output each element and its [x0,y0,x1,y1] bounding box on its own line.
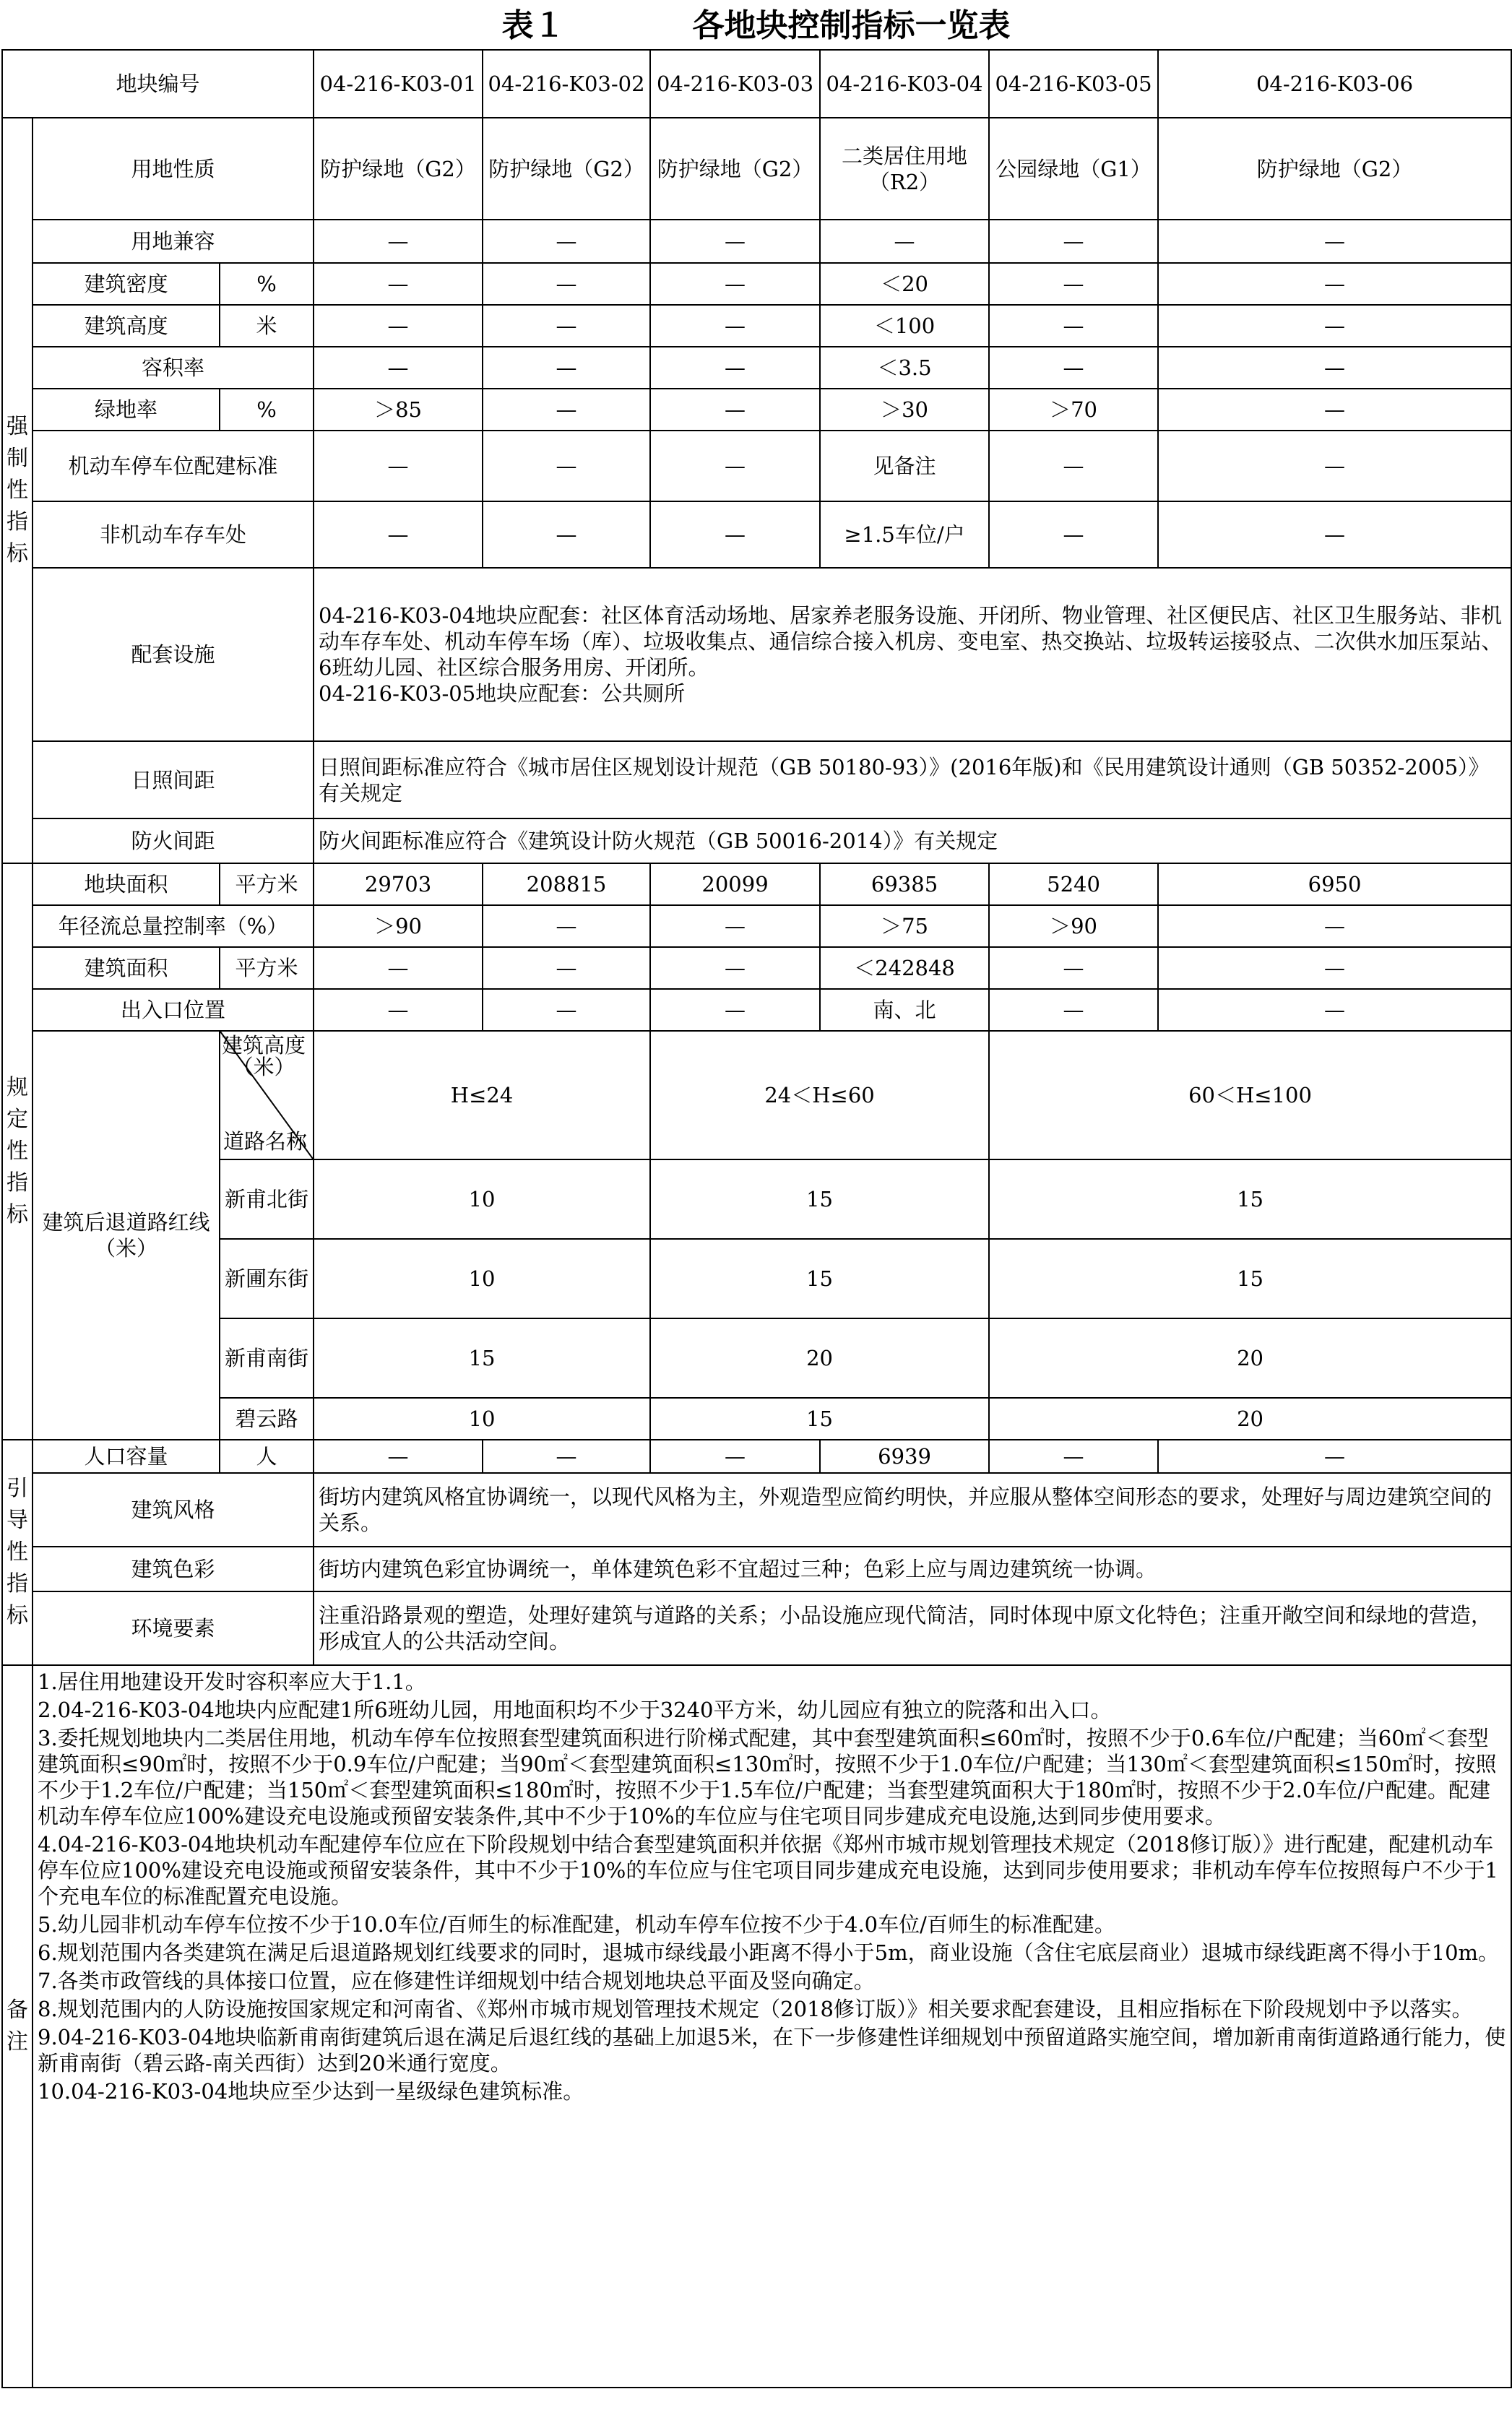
cell: 见备注 [820,431,989,501]
cell: 15 [650,1398,989,1440]
cell: — [650,905,820,947]
cell: — [483,220,650,263]
style-text: 街坊内建筑风格宜协调统一，以现代风格为主，外观造型应简约明快，并应服从整体空间形态的要求，处理好与周边建筑空间的关系。 [314,1473,1511,1547]
table-row [2,568,1511,741]
cell: ＞90 [989,905,1158,947]
note-item: 4.04-216-K03-04地块机动车配建停车位应在下阶段规划中结合套型建筑面积并依据《郑州市城市规划管理技术规定（2018修订版）》进行配建，配建机动车停车位应100%建设充电设施或预留安装条件，其中不少于10%的车位应与住宅项目同步建成充电设施，达到同步使用要求；非机动车停车位按照每户不少于1个充电车位的标准配置充电设施。 [38,1832,1498,1909]
table-row [2,431,1511,501]
note-item: 2.04-216-K03-04地块内应配建1所6班幼儿园，用地面积均不少于3240平方米，幼儿园应有独立的院落和出入口。 [38,1698,1112,1722]
cell: ＞85 [314,389,483,431]
cell: ＜20 [820,263,989,305]
height-band: H≤24 [314,1031,650,1159]
cell: 15 [650,1159,989,1239]
fire-text: 防火间距标准应符合《建筑设计防火规范（GB 50016-2014）》有关规定 [314,818,1511,863]
facilities-text: 04-216-K03-04地块应配套：社区体育活动场地、居家养老服务设施、开闭所、物业管理、社区便民店、社区卫生服务站、非机动车存车处、机动车停车场（库）、垃圾收集点、通信综合接入机房、变电室、热交换站、垃圾转运接驳点、二次供水加压泵站、6班幼儿园、社区综合服务用房、开闭所。 04-216-K03-05地块应配套：公共厕所 [314,568,1511,741]
cell: — [483,263,650,305]
table-row [2,1473,1511,1547]
parcel-id: 04-216-K03-03 [650,50,820,118]
note-item: 1.居住用地建设开发时容积率应大于1.1。 [38,1669,426,1694]
row-label: 用地性质 [33,118,314,220]
cell: ＜242848 [820,947,989,989]
row-label: 机动车停车位配建标准 [33,431,314,501]
cell: — [483,305,650,347]
cell: — [1158,220,1511,263]
cell: — [650,389,820,431]
cell: 29703 [314,863,483,905]
cell: ≥1.5车位/户 [820,501,989,568]
cell: — [1158,1440,1511,1473]
cell: 南、北 [820,989,989,1031]
cell: — [650,220,820,263]
cell: 6939 [820,1440,989,1473]
cell: — [1158,989,1511,1031]
note-item: 8.规划范围内的人防设施按国家规定和河南省、《郑州市城市规划管理技术规定（2018修订版）》相关要求配套建设，且相应指标在下阶段规划中予以落实。 [38,1997,1473,2021]
cell: 6950 [1158,863,1511,905]
note-item: 9.04-216-K03-04地块临新甫南街建筑后退在满足后退红线的基础上加退5米，在下一步修建性详细规划中预留道路实施空间，增加新甫南街道路通行能力，使新甫南街（碧云路-南关西街）达到20米通行宽度。 [38,2025,1506,2075]
cell: — [650,305,820,347]
note-item: 3.委托规划地块内二类居住用地，机动车停车位按照套型建筑面积进行阶梯式配建，其中套型建筑面积≤60㎡时，按照不少于0.6车位/户配建；当60㎡＜套型建筑面积≤90㎡时，按照不少于0.9车位/户配建；当90㎡＜套型建筑面积≤130㎡时，按照不少于1.0车位/户配建；当130㎡＜套型建筑面积≤150㎡时，按照不少于1.2车位/户配建；当150㎡＜套型建筑面积≤180㎡时，按照不少于1.5车位/户配建；当套型建筑面积大于180㎡时，按照不少于2.0车位/户配建。配建机动车停车位应100%建设充电设施或预留安装条件,其中不少于10%的车位应与住宅项目同步建成充电设施,达到同步使用要求。 [38,1726,1497,1828]
table-row [2,263,1511,305]
cell: — [820,220,989,263]
cell: — [650,431,820,501]
cell: — [1158,947,1511,989]
row-label: 防火间距 [33,818,314,863]
road-name: 新圃东街 [220,1239,314,1318]
row-label: 出入口位置 [33,989,314,1031]
road-name: 新甫北街 [220,1159,314,1239]
row-label: 地块面积 [33,863,220,905]
cell: — [1158,501,1511,568]
cell: — [483,347,650,389]
cell: — [650,989,820,1031]
cell: 10 [314,1239,650,1318]
note-item: 10.04-216-K03-04地块应至少达到一星级绿色建筑标准。 [38,2079,584,2104]
cell: 15 [989,1159,1511,1239]
row-label: 建筑面积 [33,947,220,989]
height-band: 24＜H≤60 [650,1031,989,1159]
sunlight-text: 日照间距标准应符合《城市居住区规划设计规范（GB 50180-93）》(2016年版)和《民用建筑设计通则（GB 50352-2005）》有关规定 [314,741,1511,818]
cell: — [314,347,483,389]
group-mandatory: 强制性指标 [2,118,33,863]
table-row [2,989,1511,1031]
row-label: 人口容量 [33,1440,220,1473]
row-label: 建筑高度 [33,305,220,347]
cell: — [314,305,483,347]
table-row [2,905,1511,947]
table-row [2,1239,1511,1318]
cell: — [989,347,1158,389]
cell: — [314,501,483,568]
cell: — [989,431,1158,501]
color-text: 街坊内建筑色彩宜协调统一，单体建筑色彩不宜超过三种；色彩上应与周边建筑统一协调。 [314,1547,1511,1591]
page-title: 表１ 各地块控制指标一览表 [501,7,1011,44]
cell: 防护绿地（G2） [1158,118,1511,220]
group-regulatory: 规定性指标 [2,863,33,1440]
setback-label: 建筑后退道路红线（米） [33,1031,220,1440]
cell: 防护绿地（G2） [650,118,820,220]
cell: 防护绿地（G2） [483,118,650,220]
row-label: 非机动车存车处 [33,501,314,568]
notes-list [33,1665,1511,2388]
cell: ＞75 [820,905,989,947]
table-row [2,818,1511,863]
cell: — [650,947,820,989]
cell: — [989,1440,1158,1473]
note-item: 6.规划范围内各类建筑在满足后退道路规划红线要求的同时，退城市绿线最小距离不得小于5m，商业设施（含住宅底层商业）退城市绿线距离不得小于10m。 [38,1940,1500,1965]
table-row [2,501,1511,568]
row-label: 建筑色彩 [33,1547,314,1591]
table-row [2,863,1511,905]
table-row [2,947,1511,989]
road-name: 新甫南街 [220,1318,314,1398]
unit: 平方米 [220,863,314,905]
table-row [2,305,1511,347]
cell: — [1158,263,1511,305]
height-band: 60＜H≤100 [989,1031,1511,1159]
cell: — [483,1440,650,1473]
cell: — [314,263,483,305]
cell: — [989,501,1158,568]
cell: 5240 [989,863,1158,905]
cell: — [483,905,650,947]
cell: — [483,947,650,989]
cell: 20 [989,1318,1511,1398]
cell: — [989,305,1158,347]
diag-road-label: 道路名称 [223,1129,308,1154]
cell: 10 [314,1398,650,1440]
cell: — [483,431,650,501]
row-label: 配套设施 [33,568,314,741]
cell: 10 [314,1159,650,1239]
unit: % [220,389,314,431]
cell: — [1158,431,1511,501]
parcel-id: 04-216-K03-05 [989,50,1158,118]
row-label: 容积率 [33,347,314,389]
table-row [2,1318,1511,1398]
cell: — [1158,389,1511,431]
cell: 15 [314,1318,650,1398]
unit: % [220,263,314,305]
row-label: 用地兼容 [33,220,314,263]
table-row [2,1031,1511,1159]
cell: — [483,989,650,1031]
cell: — [650,347,820,389]
road-name: 碧云路 [220,1398,314,1440]
cell: ＞90 [314,905,483,947]
note-item: 7.各类市政管线的具体接口位置，应在修建性详细规划中结合规划地块总平面及竖向确定。 [38,1969,875,1993]
table-row [2,389,1511,431]
header-row [2,50,1511,118]
cell: ＞30 [820,389,989,431]
parcel-id-label: 地块编号 [2,50,314,118]
cell: — [650,501,820,568]
table-row [2,1398,1511,1440]
unit: 米 [220,305,314,347]
cell: — [314,989,483,1031]
cell: 20 [989,1398,1511,1440]
cell: — [989,263,1158,305]
row-label: 建筑风格 [33,1473,314,1547]
cell: 15 [650,1239,989,1318]
cell: 69385 [820,863,989,905]
row-label: 环境要素 [33,1591,314,1665]
cell: — [483,389,650,431]
cell: 20 [650,1318,989,1398]
table-row [2,1591,1511,1665]
parcel-id: 04-216-K03-06 [1158,50,1511,118]
cell: 15 [989,1239,1511,1318]
row-label: 年径流总量控制率（%） [33,905,314,947]
cell: — [989,220,1158,263]
cell: — [1158,347,1511,389]
cell: 公园绿地（G1） [989,118,1158,220]
table-row [2,1159,1511,1239]
table-row [2,1440,1511,1473]
notes-row [2,1665,1511,2388]
environment-text: 注重沿路景观的塑造，处理好建筑与道路的关系；小品设施应现代简洁，同时体现中原文化特色；注重开敞空间和绿地的营造，形成宜人的公共活动空间。 [314,1591,1511,1665]
cell: ＜3.5 [820,347,989,389]
parcel-id: 04-216-K03-01 [314,50,483,118]
cell: — [650,1440,820,1473]
cell: ＜100 [820,305,989,347]
cell: — [989,989,1158,1031]
cell: — [314,431,483,501]
cell: — [650,263,820,305]
cell: 二类居住用地（R2） [820,118,989,220]
group-guiding: 引导性指标 [2,1440,33,1665]
row-label: 日照间距 [33,741,314,818]
table-row [2,741,1511,818]
cell: ＞70 [989,389,1158,431]
diag-height-label: 建筑高度（米） [222,1033,306,1079]
cell: 防护绿地（G2） [314,118,483,220]
diagonal-header [220,1031,314,1159]
group-notes: 备注 [2,1665,33,2388]
cell: — [314,220,483,263]
table-row [2,347,1511,389]
cell: 20099 [650,863,820,905]
table-row [2,1547,1511,1591]
table-row [2,220,1511,263]
parcel-id: 04-216-K03-02 [483,50,650,118]
cell: — [483,501,650,568]
cell: — [1158,305,1511,347]
row-label: 建筑密度 [33,263,220,305]
cell: — [314,1440,483,1473]
parcel-id: 04-216-K03-04 [820,50,989,118]
cell: 208815 [483,863,650,905]
note-item: 5.幼儿园非机动车停车位按不少于10.0车位/百师生的标准配建，机动车停车位按不少于4.0车位/百师生的标准配建。 [38,1912,1115,1937]
control-index-table [1,49,1512,2388]
unit: 人 [220,1440,314,1473]
cell: — [989,947,1158,989]
cell: — [1158,905,1511,947]
table-row [2,118,1511,220]
cell: — [314,947,483,989]
unit: 平方米 [220,947,314,989]
row-label: 绿地率 [33,389,220,431]
